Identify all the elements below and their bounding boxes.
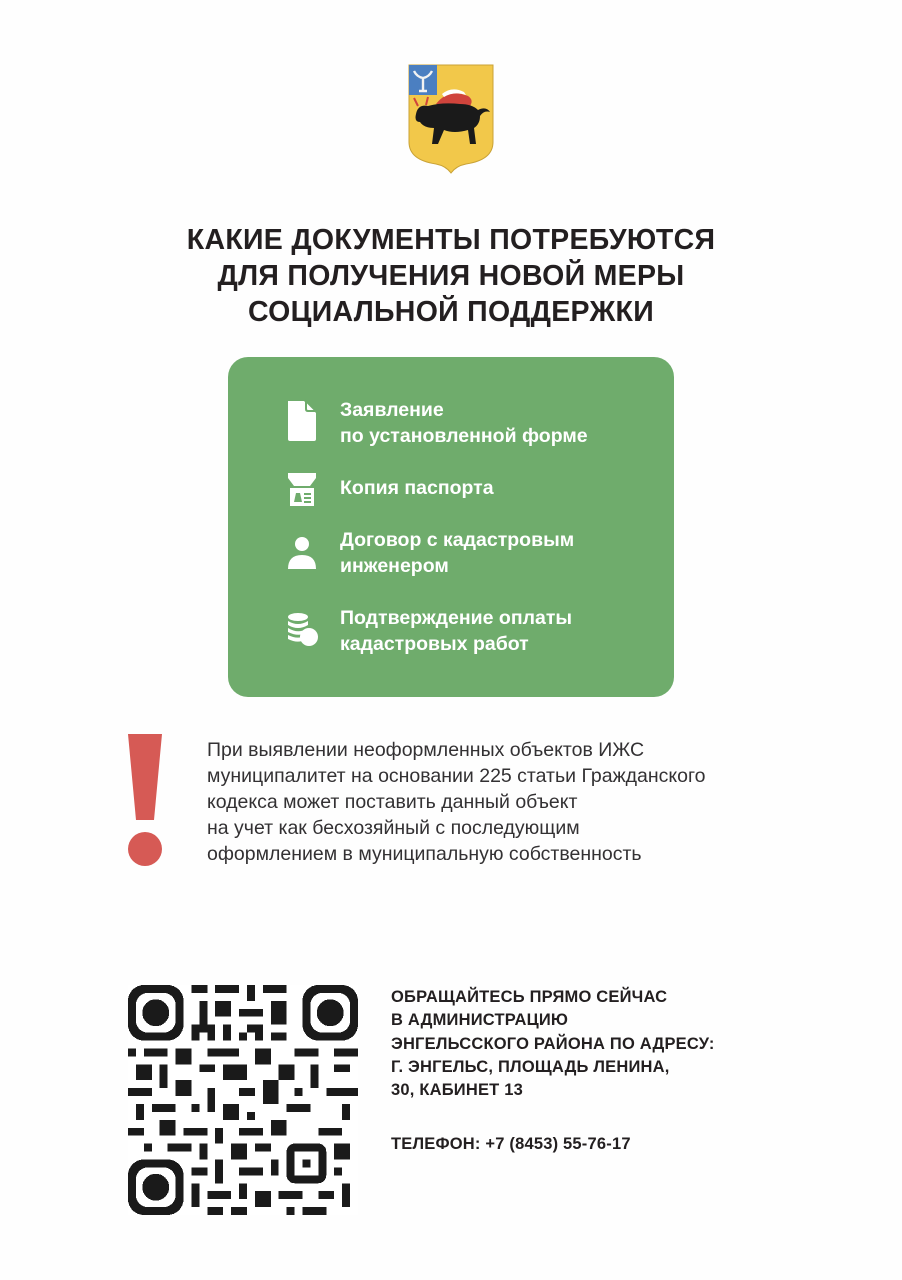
passport-icon	[284, 469, 320, 513]
exclamation-icon	[124, 734, 166, 868]
page-title	[0, 222, 902, 330]
contact-address	[391, 986, 715, 1102]
notice-line: оформлением в муниципальную собственность	[207, 843, 642, 865]
required-documents-card	[228, 357, 674, 697]
notice-line: на учет как бесхозяйный с последующим	[207, 817, 580, 839]
title-line: СОЦИАЛЬНОЙ ПОДДЕРЖКИ	[247, 296, 655, 328]
notice-line: муниципалитет на основании 225 статьи Гражданского	[207, 765, 706, 787]
notice-line: кодекса может поставить данный объект	[207, 791, 578, 813]
document-label: Копия паспорта	[340, 477, 494, 499]
document-label: Договор с кадастровым	[340, 529, 575, 551]
coat-of-arms-icon	[408, 64, 494, 174]
contact-line: ЭНГЕЛЬССКОГО РАЙОНА ПО АДРЕСУ:	[391, 1034, 715, 1053]
document-icon	[284, 399, 320, 443]
contact-line: В АДМИНИСТРАЦИЮ	[391, 1011, 569, 1030]
document-label: Заявление	[340, 399, 444, 421]
coins-icon	[284, 611, 320, 655]
document-label: Подтверждение оплаты	[340, 607, 573, 629]
contact-line: 30, КАБИНЕТ 13	[391, 1081, 523, 1100]
notice-text	[207, 737, 706, 867]
document-label: инженером	[340, 555, 449, 577]
contact-line: Г. ЭНГЕЛЬС, ПЛОЩАДЬ ЛЕНИНА,	[391, 1057, 670, 1076]
contact-line: ОБРАЩАЙТЕСЬ ПРЯМО СЕЙЧАС	[391, 988, 668, 1006]
document-label: по установленной форме	[340, 425, 588, 447]
contact-phone[interactable]: ТЕЛЕФОН: +7 (8453) 55-76-17	[391, 1135, 631, 1153]
notice-line: При выявлении неоформленных объектов ИЖС	[207, 739, 645, 761]
title-line: ДЛЯ ПОЛУЧЕНИЯ НОВОЙ МЕРЫ	[217, 260, 685, 292]
document-label: кадастровых работ	[340, 633, 529, 655]
title-line: КАКИЕ ДОКУМЕНТЫ ПОТРЕБУЮТСЯ	[186, 224, 716, 256]
qr-code-icon[interactable]	[128, 985, 358, 1215]
person-icon	[284, 533, 320, 577]
